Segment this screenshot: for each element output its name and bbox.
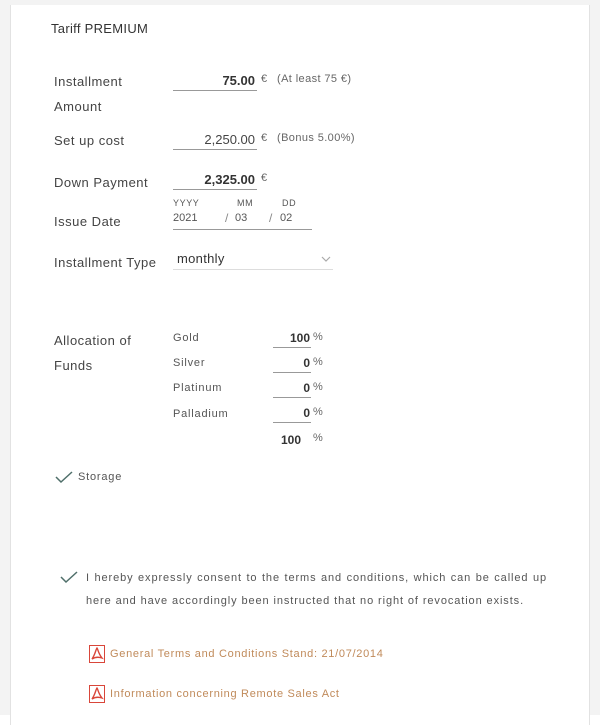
allocation-metal-silver: Silver [173, 357, 206, 369]
allocation-palladium-input[interactable] [273, 405, 311, 423]
setup-cost-label: Set up cost [54, 133, 125, 148]
storage-checkbox[interactable] [55, 469, 145, 487]
down-payment-label: Down Payment [54, 175, 149, 190]
down-payment-field [173, 170, 257, 190]
allocation-gold-input[interactable] [273, 330, 311, 348]
installment-label-line2: Amount [54, 99, 102, 114]
checkmark-icon [60, 571, 78, 584]
installment-currency: € [261, 73, 268, 85]
issue-date-separator-1: / [225, 211, 229, 225]
document-link-remote-sales[interactable] [89, 685, 409, 705]
setup-hint: (Bonus 5.00%) [277, 132, 355, 144]
allocation-platinum-value: 0 [303, 381, 310, 395]
checkmark-icon [55, 471, 73, 484]
storage-label: Storage [78, 471, 123, 483]
consent-text: I hereby expressly consent to the terms and conditions, which can be called up here and have accordingly been instructed that no right of revocation exists. [86, 572, 547, 607]
installment-amount-input[interactable] [173, 71, 257, 91]
document-link-terms[interactable] [89, 645, 409, 665]
form-panel [10, 5, 590, 725]
issue-date-separator-2: / [269, 211, 273, 225]
chevron-down-icon [321, 256, 331, 262]
down-payment-value: 2,325.00 [204, 172, 255, 187]
issue-date-month[interactable]: 03 [235, 212, 248, 224]
allocation-metal-gold: Gold [173, 332, 200, 344]
installment-type-value: monthly [177, 251, 225, 266]
issue-date-year[interactable]: 2021 [173, 212, 198, 224]
installment-hint: (At least 75 €) [277, 73, 352, 85]
issue-date-year-label: YYYY [173, 198, 200, 208]
document-link-terms-label: General Terms and Conditions Stand: 21/07/2014 [110, 648, 384, 660]
allocation-platinum-input[interactable] [273, 380, 311, 398]
pdf-icon [89, 685, 105, 703]
setup-currency: € [261, 132, 268, 144]
issue-date-input[interactable] [173, 211, 312, 230]
installment-label-line1: Installment [54, 74, 123, 89]
allocation-metal-palladium: Palladium [173, 408, 229, 420]
issue-date-day[interactable]: 02 [280, 212, 293, 224]
setup-cost-input[interactable] [173, 130, 257, 150]
document-link-remote-sales-label: Information concerning Remote Sales Act [110, 688, 340, 700]
down-payment-currency: € [261, 172, 268, 184]
pdf-icon [89, 645, 105, 663]
setup-cost-value: 2,250.00 [204, 132, 255, 147]
allocation-gold-unit: % [313, 331, 323, 343]
allocation-platinum-unit: % [313, 381, 323, 393]
allocation-gold-value: 100 [289, 331, 310, 345]
tariff-title: Tariff PREMIUM [51, 21, 149, 36]
installment-type-label: Installment Type [54, 255, 157, 270]
issue-date-day-label: DD [282, 198, 297, 208]
allocation-label-line1: Allocation of [54, 333, 132, 348]
allocation-total: 100 [280, 433, 301, 447]
allocation-silver-unit: % [313, 356, 323, 368]
consent-checkbox[interactable] [60, 570, 80, 588]
allocation-label-line2: Funds [54, 358, 93, 373]
allocation-metal-platinum: Platinum [173, 382, 223, 394]
allocation-palladium-value: 0 [303, 406, 310, 420]
installment-amount-value: 75.00 [222, 73, 255, 88]
allocation-silver-input[interactable] [273, 355, 311, 373]
issue-date-label: Issue Date [54, 214, 122, 229]
issue-date-month-label: MM [237, 198, 254, 208]
allocation-silver-value: 0 [303, 356, 310, 370]
allocation-total-unit: % [313, 432, 323, 444]
allocation-palladium-unit: % [313, 406, 323, 418]
installment-type-select[interactable] [173, 249, 333, 270]
